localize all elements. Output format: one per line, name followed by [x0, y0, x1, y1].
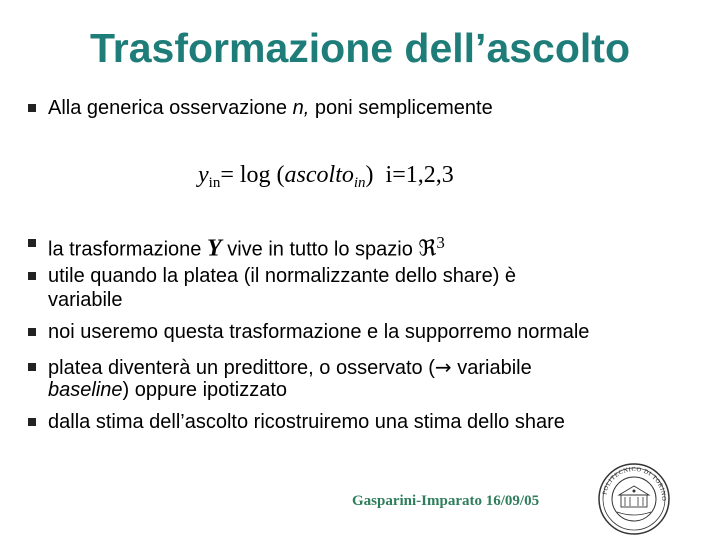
bullet-4-line1	[48, 355, 532, 380]
bullet-2-line1: utile quando la platea (il normalizzante dello share) è	[48, 265, 517, 287]
seal-text: POLITECNICO DI TORINO	[601, 465, 668, 502]
formula-y: y	[198, 162, 209, 188]
formula-ascolto: ascolto	[284, 162, 354, 188]
bullet-marker	[28, 104, 36, 112]
bullet-marker	[28, 418, 36, 426]
bullet-1	[48, 231, 445, 262]
svg-text:POLITECNICO DI TORINO	[601, 466, 667, 501]
baseline-word: baseline	[48, 379, 123, 401]
slide-title: Trasformazione dell’ascolto	[90, 25, 630, 71]
formula-sub-in: in	[208, 175, 221, 191]
symbol-y: Y	[206, 235, 222, 262]
bullet-marker	[28, 328, 36, 336]
bullet-4-pre: platea diventerà un predittore, o osservato (	[48, 357, 435, 379]
bullet-1-post: vive in tutto lo spazio	[221, 238, 419, 261]
footer-author-date: Gasparini-Imparato 16/09/05	[352, 493, 540, 509]
bullet-5: dalla stima dell’ascolto ricostruiremo una stima dello share	[48, 411, 565, 433]
intro-prefix: Alla generica osservazione	[48, 97, 293, 119]
bullet-marker	[28, 239, 36, 247]
bullet-3: noi useremo questa trasformazione e la supporremo normale	[48, 321, 590, 343]
bullet-1-pre: la trasformazione	[48, 238, 207, 261]
bullet-2-line2: variabile	[48, 289, 123, 311]
real-space-exponent: 3	[436, 233, 445, 252]
intro-var: n,	[292, 97, 310, 119]
intro-text	[48, 96, 493, 120]
bullet-4-line2	[48, 378, 287, 402]
formula-index: i=1,2,3	[385, 162, 454, 188]
university-seal-icon	[597, 462, 671, 536]
bullet-marker	[28, 363, 36, 371]
real-space-symbol: ℜ	[418, 236, 437, 262]
formula-close: )	[365, 162, 374, 188]
bullet-4-line2-post: ) oppure ipotizzato	[122, 379, 288, 401]
intro-suffix: poni semplicemente	[309, 97, 493, 119]
formula-log: = log (	[220, 162, 285, 188]
bullet-4-post: variabile	[451, 357, 532, 379]
arrow-icon: →	[434, 355, 452, 379]
bullet-marker	[28, 272, 36, 280]
formula	[198, 161, 454, 197]
formula-sub-in2: in	[353, 175, 366, 191]
